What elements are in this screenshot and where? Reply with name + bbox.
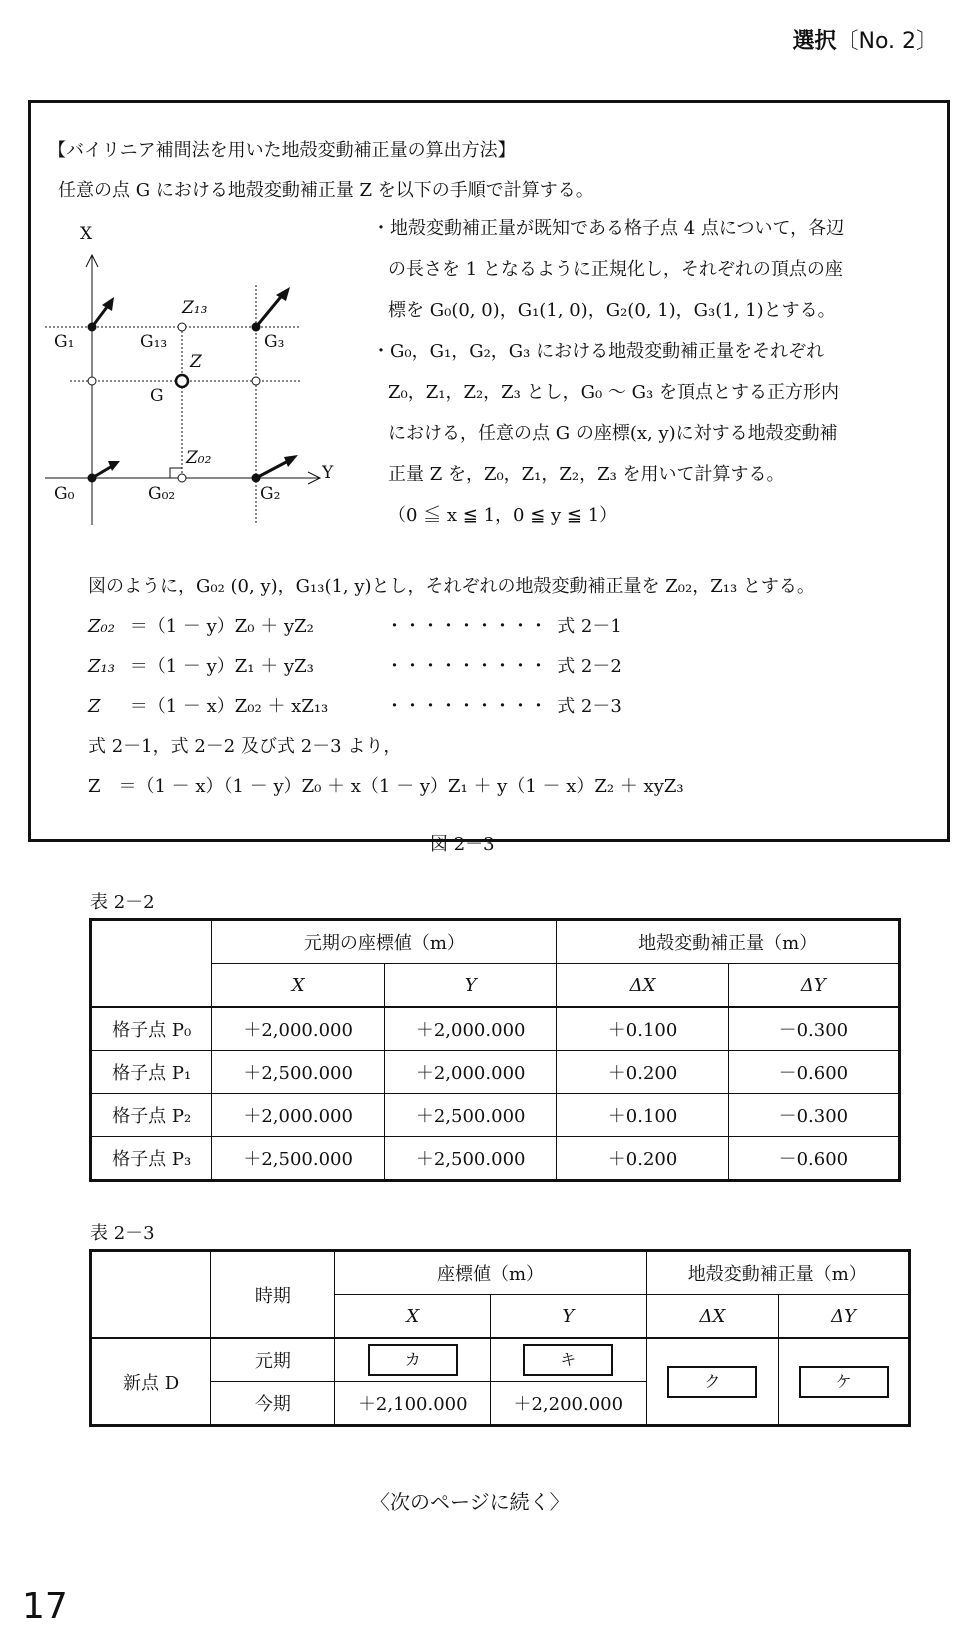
table-group-header: 元期の座標値（m） bbox=[212, 920, 557, 964]
definition-paragraph: 図のように，G₀₂ (0, y)，G₁₃(1, y)とし，それぞれの地殻変動補正量を Z₀₂，Z₁₃ とする。 bbox=[88, 576, 815, 597]
label-z: Z bbox=[190, 352, 202, 372]
equation-2-1 bbox=[88, 612, 622, 638]
bullet-line: ・G₀，G₁，G₂，G₃ における地殻変動補正量をそれぞれ bbox=[372, 341, 825, 362]
period-cell: 元期 bbox=[211, 1338, 335, 1382]
point-g bbox=[176, 375, 188, 387]
period-header: 時期 bbox=[211, 1251, 335, 1339]
table-group-header: 座標値（m） bbox=[335, 1251, 646, 1295]
bullet-line: 標を G₀(0, 0)，G₁(1, 0)，G₂(0, 1)，G₃(1, 1)とする。 bbox=[388, 300, 836, 321]
column-header: X bbox=[212, 964, 385, 1008]
point-name: 新点 D bbox=[91, 1338, 211, 1426]
column-header: ΔX bbox=[646, 1295, 779, 1339]
label-z13: Z₁₃ bbox=[182, 298, 208, 318]
final-equation: Z ＝（1 － x）（1 － y）Z₀ ＋ x（1 － y）Z₁ ＋ y（1 － x）Z₂ ＋ xyZ₃ bbox=[88, 776, 684, 797]
eq-rhs: ＝（1 － x）Z₀₂ ＋ xZ₁₃ bbox=[129, 696, 329, 717]
point-g0 bbox=[88, 474, 97, 483]
bullet-line: Z₀，Z₁，Z₂，Z₃ とし，G₀ ～ G₃ を頂点とする正方形内 bbox=[388, 382, 839, 403]
point-g3 bbox=[252, 323, 261, 332]
table-2-3 bbox=[89, 1249, 911, 1427]
answer-box-ka: カ bbox=[368, 1344, 458, 1376]
answer-box-ke: ケ bbox=[799, 1366, 889, 1398]
answer-box-ki: キ bbox=[523, 1344, 613, 1376]
label-g0: G₀ bbox=[54, 484, 75, 504]
column-header: ΔY bbox=[779, 1295, 910, 1339]
grid-diagram bbox=[40, 225, 360, 535]
period-cell: 今期 bbox=[211, 1382, 335, 1426]
equation-2-2 bbox=[88, 652, 622, 678]
vector-g3 bbox=[256, 293, 284, 327]
table-2-2-caption: 表 2－2 bbox=[90, 892, 155, 913]
y-axis-label: Y bbox=[322, 463, 334, 483]
header-bold: 選択 bbox=[792, 29, 837, 54]
table-row: 格子点 P₁ ＋2,500.000 ＋2,000.000 ＋0.200 －0.600 bbox=[91, 1051, 900, 1094]
table-row: 格子点 P₀ ＋2,000.000 ＋2,000.000 ＋0.100 －0.300 bbox=[91, 1007, 900, 1051]
bullet-line: の長さを 1 となるように正規化し，それぞれの頂点の座 bbox=[388, 259, 843, 280]
eq-dots: ・・・・・・・・・ bbox=[385, 696, 548, 717]
box-intro: 任意の点 G における地殻変動補正量 Z を以下の手順で計算する。 bbox=[58, 180, 594, 201]
eq-rhs: ＝（1 － y）Z₀ ＋ yZ₂ bbox=[129, 616, 314, 637]
bullet-line: 正量 Z を，Z₀，Z₁，Z₂，Z₃ を用いて計算する。 bbox=[388, 464, 785, 485]
table-row bbox=[91, 1338, 910, 1382]
label-g1: G₁ bbox=[54, 332, 75, 352]
header-number: 〔No. 2〕 bbox=[836, 29, 938, 54]
equation-2-3 bbox=[88, 692, 622, 718]
label-g13: G₁₃ bbox=[140, 332, 168, 352]
label-z02: Z₀₂ bbox=[186, 448, 212, 468]
eq-lhs: Z₁₃ bbox=[88, 656, 115, 677]
bullet-line: における，任意の点 G の座標(x, y)に対する地殻変動補 bbox=[388, 423, 838, 444]
figure-caption: 図 2－3 bbox=[430, 834, 495, 855]
eq-dots: ・・・・・・・・・ bbox=[385, 616, 548, 637]
table-row: 今期 ＋2,100.000 ＋2,200.000 bbox=[91, 1382, 910, 1426]
column-header: X bbox=[335, 1295, 491, 1339]
derivation-text: 式 2－1，式 2－2 及び式 2－3 より， bbox=[88, 736, 402, 757]
table-2-3-caption: 表 2－3 bbox=[90, 1223, 155, 1244]
x-axis-label: X bbox=[80, 225, 93, 244]
bullet-line: （0 ≦ x ≦ 1，0 ≦ y ≦ 1） bbox=[388, 505, 618, 526]
page-number: 17 bbox=[22, 1586, 68, 1627]
eq-label: 式 2－2 bbox=[557, 656, 622, 677]
label-g3: G₃ bbox=[264, 332, 285, 352]
table-group-header: 地殻変動補正量（m） bbox=[646, 1251, 909, 1295]
point-g02 bbox=[178, 474, 186, 482]
eq-dots: ・・・・・・・・・ bbox=[385, 656, 548, 677]
eq-label: 式 2－1 bbox=[557, 616, 622, 637]
table-row: 格子点 P₂ ＋2,000.000 ＋2,500.000 ＋0.100 －0.300 bbox=[91, 1094, 900, 1137]
table-row: 格子点 P₃ ＋2,500.000 ＋2,500.000 ＋0.200 －0.600 bbox=[91, 1137, 900, 1181]
answer-box-ku: ク bbox=[667, 1366, 757, 1398]
label-g: G bbox=[150, 386, 164, 406]
column-header: ΔX bbox=[557, 964, 728, 1008]
table-2-2 bbox=[89, 918, 901, 1182]
column-header: ΔY bbox=[728, 964, 899, 1008]
point-g1 bbox=[88, 323, 97, 332]
label-g02: G₀₂ bbox=[148, 484, 176, 504]
point-g13 bbox=[178, 323, 186, 331]
box-title: 【バイリニア補間法を用いた地殻変動補正量の算出方法】 bbox=[48, 140, 516, 161]
column-header: Y bbox=[384, 964, 557, 1008]
column-header: Y bbox=[491, 1295, 647, 1339]
bullet-block bbox=[372, 208, 844, 536]
table-group-header: 地殻変動補正量（m） bbox=[557, 920, 900, 964]
eq-rhs: ＝（1 － y）Z₁ ＋ yZ₃ bbox=[129, 656, 314, 677]
bullet-line: ・地殻変動補正量が既知である格子点 4 点について，各辺 bbox=[372, 218, 845, 239]
continue-notice: 〈次のページに続く〉 bbox=[370, 1490, 570, 1514]
page-header bbox=[792, 24, 938, 55]
point-g2 bbox=[252, 474, 261, 483]
eq-lhs: Z bbox=[88, 696, 101, 717]
label-g2: G₂ bbox=[260, 484, 281, 504]
eq-label: 式 2－3 bbox=[557, 696, 622, 717]
eq-lhs: Z₀₂ bbox=[88, 616, 115, 637]
